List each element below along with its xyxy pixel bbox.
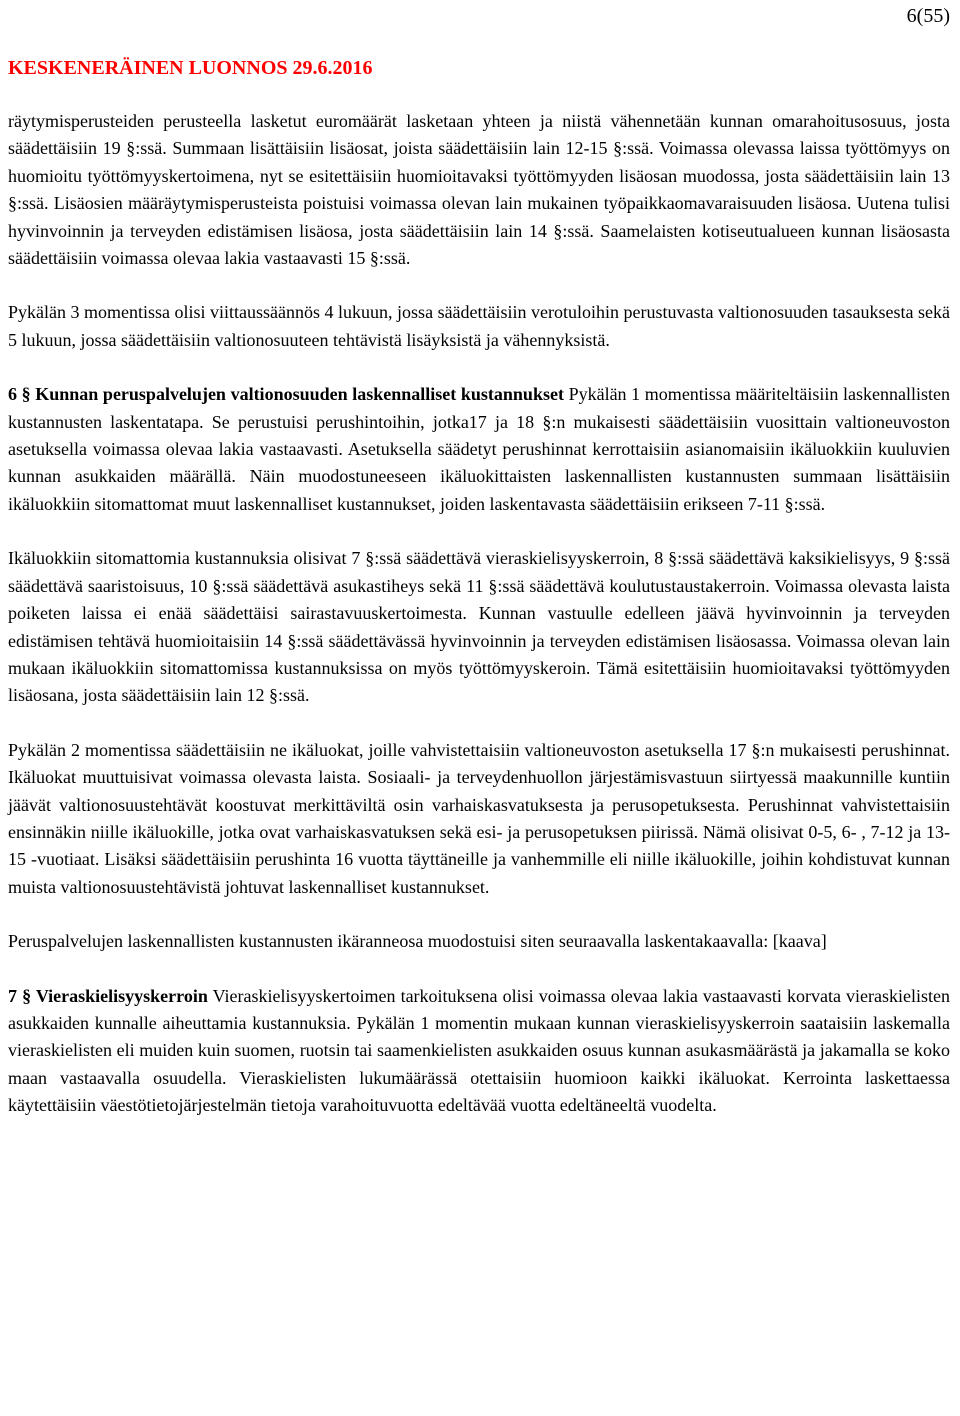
paragraph-formula: Peruspalvelujen laskennallisten kustannusten ikäranneosa muodostuisi siten seuraavalla laskentakaavalla: [kaava]	[8, 931, 827, 952]
section-6-text: Pykälän 1 momentissa määriteltäisiin laskennallisten kustannusten laskentatapa. Se perustuisi perushintoihin, jotka17 ja 18 §:n mukaisesti säädettäisiin vuosittain valtioneuvoston asetuksella voimassa olevaa lakia vastaavasti. Asetuksella säädetyt perushinnat kerrottaisiin asianomaisiin ikäluokkiin kuuluvien kunnan asukkaiden määrällä. Näin muodostuneeseen ikäluokittaisten laskennallisten kustannusten summaan lisättäisiin ikäluokkiin sitomattomat muut laskennalliset kustannukset, joiden laskentavasta säädettäisiin erikseen 7-11 §:ssä.	[8, 384, 950, 514]
paragraph-section-6	[8, 381, 950, 518]
paragraph-section-7	[8, 983, 950, 1120]
paragraph-age-groups: Pykälän 2 momentissa säädettäisiin ne ikäluokat, joille vahvistettaisiin valtioneuvoston asetuksella 17 §:n mukaisesti perushinnat. Ikäluokat muuttuisivat voimassa olevasta laista. Sosiaali- ja terveydenhuollon järjestämisvastuun siirtyessä maakunnille kuntiin jäävät valtionosuustehtävät koostuvat merkittäviltä osin varhaiskasvatuksesta ja perusopetuksesta. Perushinnat vahvistettaisiin ensinnäkin niille ikäluokille, jotka ovat varhaiskasvatuksen sekä esi- ja perusopetuksen piirissä. Nämä olisivat 0-5, 6- , 7-12 ja 13-15 -vuotiaat. Lisäksi säädettäisiin perushinta 16 vuotta täyttäneille ja vanhemmille eli niille ikäluokille, joihin kohdistuvat kunnan muista valtionosuustehtävistä johtuvat laskennalliset kustannukset.	[8, 739, 950, 897]
document-body	[8, 108, 950, 1120]
section-7-title: 7 § Vieraskielisyyskerroin	[8, 985, 208, 1006]
page-number: 6(55)	[906, 5, 950, 27]
section-6-title: 6 § Kunnan peruspalvelujen valtionosuuden laskennalliset kustannukset	[8, 384, 564, 405]
draft-label: KESKENERÄINEN LUONNOS 29.6.2016	[8, 57, 373, 79]
paragraph-distribution: räytymisperusteiden perusteella lasketut euromäärät lasketaan yhteen ja niistä vähennetään kunnan omarahoitusosuus, josta säädettäisiin 19 §:ssä. Summaan lisättäisiin lisäosat, joista säädettäisiin lain 12-15 §:ssä. Voimassa olevassa laissa työttömyys on huomioitu työttömyyskertoimena, nyt se esitettäisiin huomioitavaksi työttömyyden lisäosan muodossa, josta säädettäisiin lain 13 §:ssä. Lisäosien määräytymisperusteista poistuisi voimassa olevan lain mukainen työpaikkaomavaraisuuden lisäosa. Uutena tulisi hyvinvoinnin ja terveyden edistämisen lisäosa, josta säädettäisiin lain 14 §:ssä. Saamelaisten kotiseutualueen kunnan lisäosasta säädettäisiin voimassa olevaa lakia vastaavasti 15 §:ssä.	[8, 111, 950, 269]
section-7-text: Vieraskielisyyskertoimen tarkoituksena olisi voimassa olevaa lakia vastaavasti korvata vieraskielisten asukkaiden kunnalle aiheuttamia kustannuksia. Pykälän 1 momentin mukaan kunnan vieraskielisyyskerroin saataisiin laskemalla vieraskielisten eli muiden kuin suomen, ruotsin tai saamenkielisten asukkaiden osuus kunnan asukasmäärästä ja jakamalla se koko maan vastaavalla osuudella. Vieraskielisten lukumäärässä otettaisiin huomioon kaikki ikäluokat. Kerrointa laskettaessa käytettäisiin väestötietojärjestelmän tietoja varahoituvuotta edeltävää vuotta edeltäneeltä vuodelta.	[8, 985, 950, 1116]
paragraph-unbound-costs: Ikäluokkiin sitomattomia kustannuksia olisivat 7 §:ssä säädettävä vieraskielisyyskerroin, 8 §:ssä säädettävä kaksikielisyys, 9 §:ssä säädettävä saaristoisuus, 10 §:ssä säädettävä asukastiheys sekä 11 §:ssä säädettävä koulutustaustakerroin. Voimassa olevasta laista poiketen laissa ei enää säädettäisi sairastavuuskertoimesta. Kunnan vastuulle edelleen jäävä hyvinvoinnin ja terveyden edistämisen tehtävä huomioitaisiin 14 §:ssä säädettävässä hyvinvoinnin ja terveyden edistämisen lisäosassa. Voimassa olevan lain mukaan ikäluokkiin sitomattomissa kustannuksissa on myös työttömyyskeroin. Tämä esitettäisiin huomioitavaksi työttömyyden lisäosana, josta säädettäisiin lain 12 §:ssä.	[8, 548, 950, 706]
paragraph-reference: Pykälän 3 momentissa olisi viittaussäännös 4 lukuun, jossa säädettäisiin verotuloihin perustuvasta valtionosuuden tasauksesta sekä 5 lukuun, jossa säädettäisiin valtionosuuteen tehtävistä lisäyksistä ja vähennyksistä.	[8, 302, 950, 350]
